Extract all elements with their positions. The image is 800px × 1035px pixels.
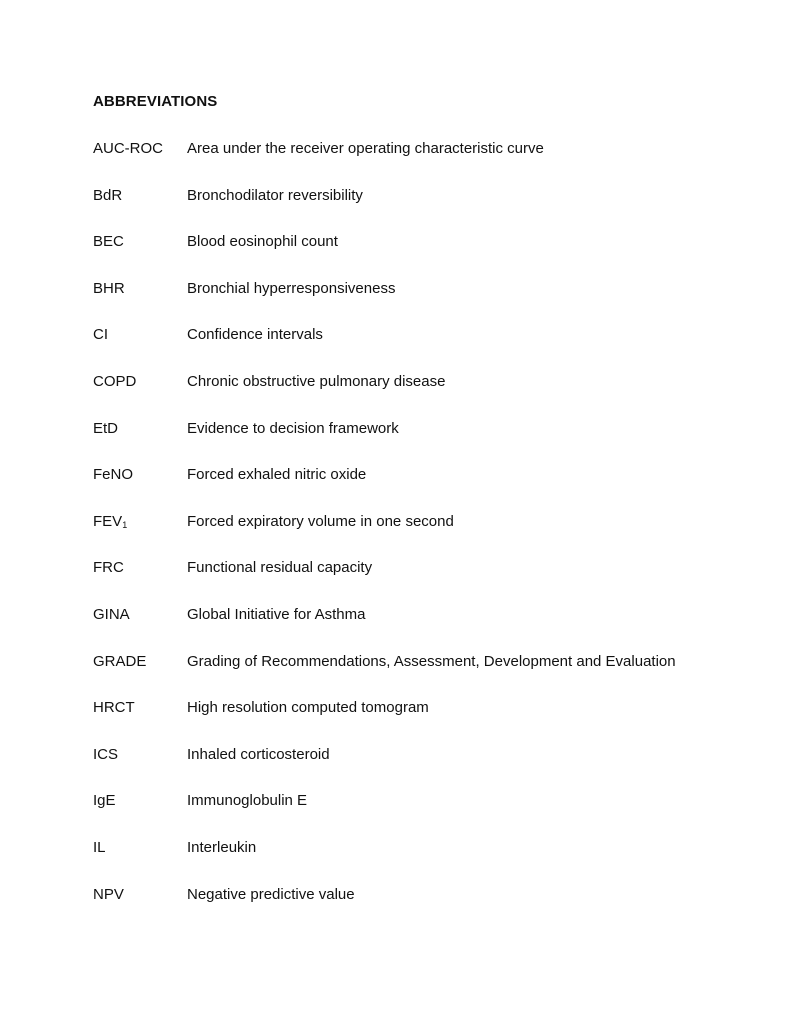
abbreviation-row: [93, 466, 773, 513]
abbreviation-term: EtD: [93, 419, 119, 437]
abbreviation-row: [93, 559, 773, 606]
abbreviation-row: [93, 886, 773, 933]
abbreviation-definition: Blood eosinophil count: [187, 233, 338, 251]
abbreviation-row: [93, 699, 773, 746]
abbreviation-term: ICS: [93, 745, 119, 763]
abbreviation-term: COPD: [93, 372, 137, 390]
abbreviation-definition: Area under the receiver operating characteristic curve: [187, 140, 544, 157]
abbreviation-definition: Bronchial hyperresponsiveness: [187, 279, 396, 297]
abbreviation-row: [93, 653, 773, 700]
abbreviation-term: BEC: [93, 233, 124, 251]
abbreviation-term: BHR: [93, 279, 125, 297]
abbreviation-term: GINA: [93, 605, 130, 623]
abbreviation-definition: Negative predictive value: [187, 885, 355, 903]
abbreviation-row: [93, 839, 773, 886]
abbreviation-definition: Evidence to decision framework: [187, 419, 399, 437]
abbreviation-term: IL: [93, 838, 106, 856]
abbreviation-term: CI: [93, 326, 108, 344]
abbreviation-definition: Grading of Recommendations, Assessment, Development and Evaluation: [187, 652, 676, 670]
abbreviation-row: [93, 606, 773, 653]
abbreviation-row: [93, 792, 773, 839]
abbreviation-term-subscript: 1: [122, 519, 128, 530]
abbreviation-term: [93, 513, 187, 531]
abbreviation-definition: Immunoglobulin E: [187, 792, 308, 810]
abbreviation-term: IgE: [93, 792, 116, 810]
abbreviation-term: AUC-ROC: [93, 140, 163, 157]
abbreviation-definition: Confidence intervals: [187, 326, 323, 344]
abbreviation-list: [93, 140, 773, 932]
abbreviation-definition: Bronchodilator reversibility: [187, 186, 363, 204]
abbreviation-definition: Functional residual capacity: [187, 559, 373, 577]
abbreviation-term: NPV: [93, 885, 124, 903]
abbreviation-term: FRC: [93, 559, 124, 577]
abbreviation-definition: Forced expiratory volume in one second: [187, 512, 454, 530]
abbreviation-term: GRADE: [93, 652, 147, 670]
abbreviation-row: [93, 280, 773, 327]
abbreviation-term: HRCT: [93, 699, 135, 717]
abbreviation-definition: Forced exhaled nitric oxide: [187, 466, 367, 484]
abbreviation-row: [93, 140, 773, 187]
abbreviation-row: [93, 513, 773, 560]
abbreviation-definition: Interleukin: [187, 838, 257, 856]
abbreviation-row: [93, 187, 773, 234]
page-heading: ABBREVIATIONS: [93, 93, 218, 110]
abbreviation-definition: Global Initiative for Asthma: [187, 605, 366, 623]
abbreviation-term: FeNO: [93, 466, 134, 484]
abbreviation-definition: Inhaled corticosteroid: [187, 745, 330, 763]
abbreviation-row: [93, 420, 773, 467]
abbreviation-term: BdR: [93, 186, 123, 204]
abbreviation-row: [93, 746, 773, 793]
abbreviation-definition: Chronic obstructive pulmonary disease: [187, 372, 446, 390]
abbreviation-row: [93, 233, 773, 280]
abbreviation-row: [93, 373, 773, 420]
abbreviation-row: [93, 326, 773, 373]
abbreviation-definition: High resolution computed tomogram: [187, 699, 429, 717]
abbreviation-term-base: FEV: [93, 512, 123, 530]
